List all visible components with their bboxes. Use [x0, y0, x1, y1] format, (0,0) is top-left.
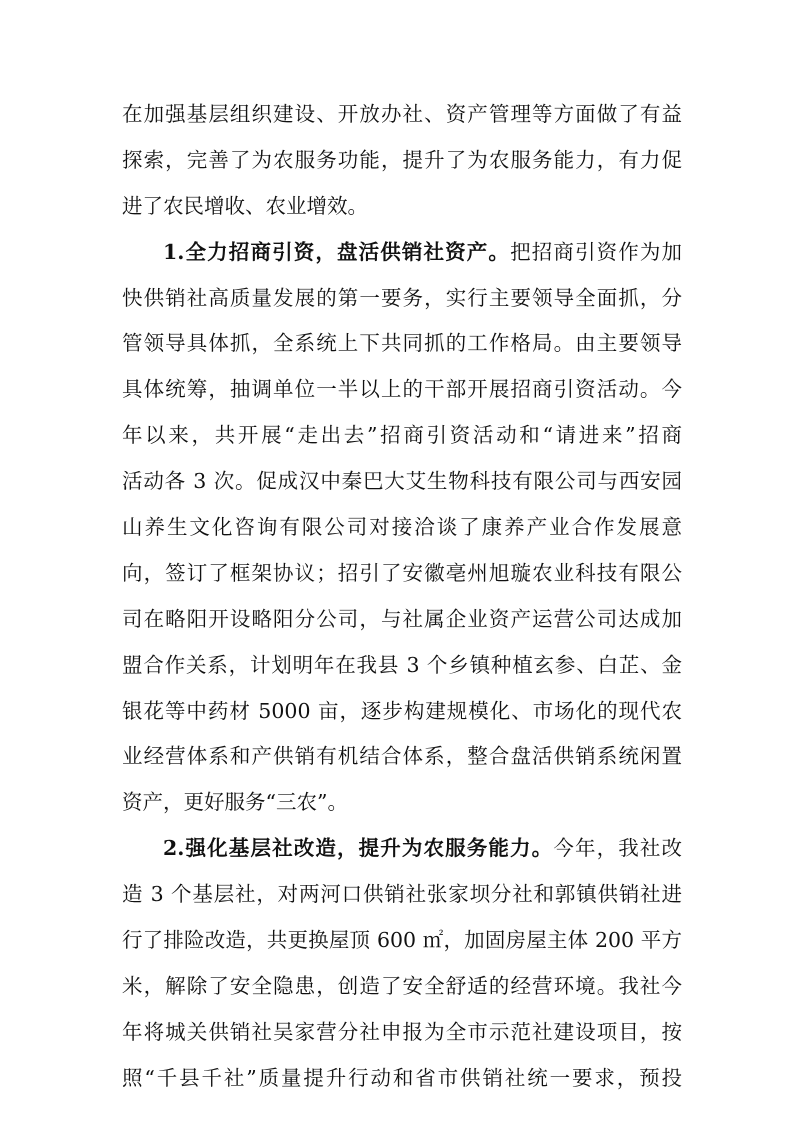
body-text-line: 年以来，共开展“走出去”招商引资活动和“请进来”招商: [122, 423, 682, 448]
body-text-line: 照“千县千社”质量提升行动和省市供销社统一要求，预投: [122, 1065, 682, 1090]
body-text-line: 探索，完善了为农服务功能，提升了为农服务能力，有力促: [122, 147, 682, 172]
body-text-line: 业经营体系和产供销有机结合体系，整合盘活供销系统闲置: [122, 744, 682, 769]
body-text-line: 造 3 个基层社，对两河口供销社张家坝分社和郭镇供销社进: [122, 882, 682, 907]
body-text-line: 盟合作关系，计划明年在我县 3 个乡镇种植玄参、白芷、金: [122, 652, 682, 677]
body-text-line: 向，签订了框架协议；招引了安徽亳州旭璇农业科技有限公: [122, 560, 682, 585]
body-text-line: 进了农民增收、农业增效。: [122, 193, 368, 218]
section-2-heading: 2.强化基层社改造，提升为农服务能力。: [163, 836, 554, 861]
section-1-first-line-text: 把招商引资作为加: [510, 239, 682, 264]
body-text-line: 具体统筹，抽调单位一半以上的干部开展招商引资活动。今: [122, 377, 682, 402]
body-text-line: 山养生文化咨询有限公司对接洽谈了康养产业合作发展意: [122, 515, 682, 540]
body-text-line: 司在略阳开设略阳分公司，与社属企业资产运营公司达成加: [122, 606, 682, 631]
body-text-line: 资产，更好服务“三农”。: [122, 790, 348, 815]
document-body: [122, 92, 682, 1102]
body-text-line: 管领导具体抓，全系统上下共同抓的工作格局。由主要领导: [122, 331, 682, 356]
section-2-first-line: [122, 826, 682, 872]
body-text-line: 活动各 3 次。促成汉中秦巴大艾生物科技有限公司与西安园: [122, 469, 682, 494]
body-text-line: 快供销社高质量发展的第一要务，实行主要领导全面抓，分: [122, 285, 682, 310]
section-1-heading: 1.全力招商引资，盘活供销社资产。: [163, 239, 511, 264]
section-1-first-line: [122, 230, 682, 276]
section-2-first-line-text: 今年，我社改: [553, 836, 682, 861]
body-text-line: 米，解除了安全隐患，创造了安全舒适的经营环境。我社今: [122, 973, 682, 998]
body-text-line: 行了排险改造，共更换屋顶 600 ㎡，加固房屋主体 200 平方: [122, 928, 682, 953]
body-text-line: 在加强基层组织建设、开放办社、资产管理等方面做了有益: [122, 102, 682, 126]
body-text-line: 银花等中药材 5000 亩，逐步构建规模化、市场化的现代农: [122, 698, 682, 723]
body-text-line: 年将城关供销社吴家营分社申报为全市示范社建设项目，按: [122, 1019, 682, 1044]
